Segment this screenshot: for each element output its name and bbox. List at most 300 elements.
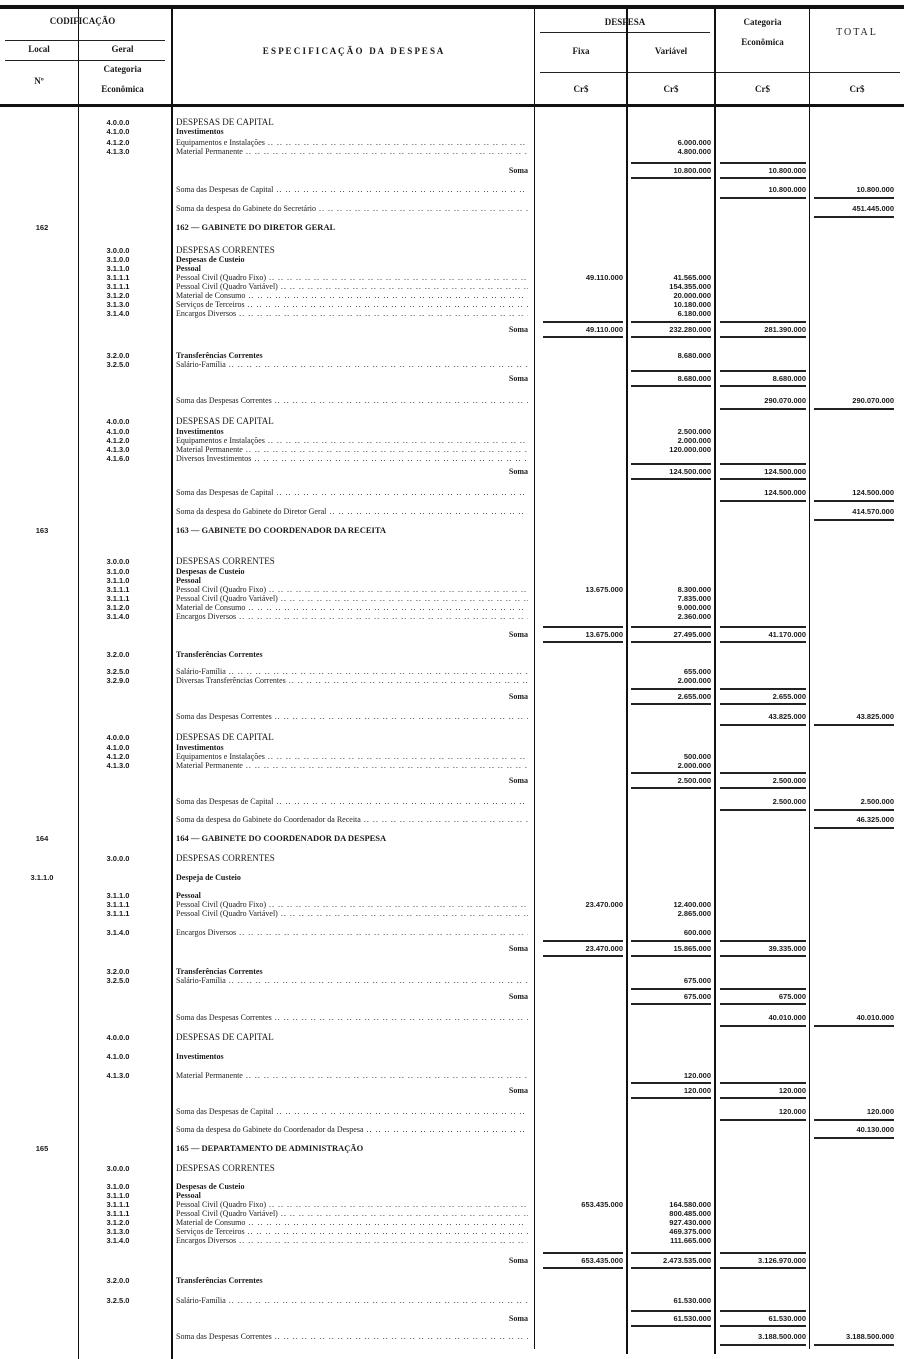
- amount-total: 46.325.000: [814, 815, 894, 829]
- category-code: 3.2.0.0: [106, 351, 130, 360]
- specification-text: Encargos Diversos: [176, 309, 237, 318]
- specification: [176, 1256, 528, 1265]
- specification-text: Soma: [508, 374, 528, 383]
- amount-fixa: 653.435.000: [543, 1252, 623, 1269]
- dot-leader: [243, 761, 528, 770]
- dot-leader: [326, 507, 528, 516]
- category-code: 3.1.4.0: [106, 309, 130, 318]
- specification-text: DESPESAS CORRENTES: [176, 854, 275, 863]
- specification: [176, 891, 528, 900]
- amount-cat: 290.070.000: [720, 396, 806, 410]
- dot-leader: [265, 138, 528, 147]
- specification-text: DESPESAS CORRENTES: [176, 557, 275, 566]
- specification: [176, 854, 528, 863]
- specification: [176, 488, 528, 497]
- category-code: 3.2.5.0: [106, 1296, 130, 1305]
- category-code: 3.1.1.1: [106, 1200, 130, 1209]
- specification: [176, 1013, 528, 1022]
- category-code: 4.0.0.0: [106, 417, 130, 426]
- dot-leader: [272, 396, 528, 405]
- dot-leader: [272, 1013, 528, 1022]
- specification-text: Pessoal: [176, 891, 201, 900]
- specification-text: Transferências Correntes: [176, 351, 263, 360]
- specification-text: Encargos Diversos: [176, 928, 237, 937]
- specification: [176, 1332, 528, 1341]
- currency-total: Cr$: [849, 84, 865, 94]
- amount-var: 2.360.000: [677, 612, 711, 621]
- amount-var: 927.430.000: [669, 1218, 711, 1227]
- header-categoria: Categoria: [103, 64, 142, 74]
- specification-text: Material Permanente: [176, 147, 243, 156]
- specification-text: Soma: [508, 1086, 528, 1095]
- table-row: [0, 1276, 904, 1286]
- specification: [176, 967, 528, 976]
- subtotal-row: [0, 1125, 904, 1135]
- category-code: 3.1.3.0: [106, 300, 130, 309]
- specification: [176, 454, 528, 463]
- subtotal-row: [0, 1086, 904, 1096]
- amount-var: 10.180.000: [673, 300, 711, 309]
- subtotal-row: [0, 185, 904, 195]
- amount-fixa: 23.470.000: [543, 940, 623, 957]
- specification-text: Soma: [508, 325, 528, 334]
- table-row: [0, 650, 904, 660]
- specification: [176, 1296, 528, 1305]
- specification: [176, 291, 528, 300]
- specification-text: Equipamentos e Instalações: [176, 752, 265, 761]
- specification: [176, 733, 528, 742]
- category-code: 4.1.6.0: [106, 454, 130, 463]
- amount-fixa: 13.675.000: [585, 585, 623, 594]
- specification: [176, 351, 528, 360]
- category-code: 3.1.1.1: [106, 900, 130, 909]
- dot-leader: [245, 1227, 528, 1236]
- specification: [176, 576, 528, 585]
- amount-var: 6.180.000: [677, 309, 711, 318]
- amount-var: 2.000.000: [677, 436, 711, 445]
- amount-total: 10.800.000: [814, 185, 894, 199]
- dot-leader: [266, 900, 528, 909]
- category-code: 3.1.1.1: [106, 585, 130, 594]
- specification: [176, 667, 528, 676]
- table-row: [0, 360, 904, 370]
- category-code: 4.1.0.0: [106, 743, 130, 752]
- specification-text: Soma: [508, 692, 528, 701]
- amount-cat: 3.188.500.000: [720, 1332, 806, 1346]
- specification: [176, 692, 528, 701]
- specification: [176, 1314, 528, 1323]
- category-code: 3.2.5.0: [106, 667, 130, 676]
- specification: [176, 1209, 528, 1218]
- table-row: [0, 1071, 904, 1081]
- category-code: 4.1.3.0: [106, 1071, 130, 1080]
- specification: [176, 603, 528, 612]
- subtotal-row: [0, 630, 904, 640]
- specification-text: Soma: [508, 166, 528, 175]
- specification-text: Soma: [508, 1256, 528, 1265]
- amount-var: 154.355.000: [669, 282, 711, 291]
- specification-text: Equipamentos e Instalações: [176, 138, 265, 147]
- dot-leader: [273, 1107, 528, 1116]
- currency-categoria: Cr$: [755, 84, 770, 94]
- section-heading-row: [0, 1144, 904, 1154]
- table-row: [0, 873, 904, 883]
- specification-text: Pessoal: [176, 1191, 201, 1200]
- amount-total: 40.010.000: [814, 1013, 894, 1027]
- dot-leader: [236, 309, 528, 318]
- amount-var: 232.280.000: [631, 321, 711, 338]
- specification: [176, 282, 528, 291]
- amount-total: 3.188.500.000: [814, 1332, 894, 1346]
- amount-var: 2.865.000: [677, 909, 711, 918]
- specification-text: 164 — GABINETE DO COORDENADOR DA DESPESA: [176, 834, 387, 843]
- specification: [176, 815, 528, 824]
- amount-var: 120.000.000: [669, 445, 711, 454]
- amount-var: 164.580.000: [669, 1200, 711, 1209]
- amount-var: 27.495.000: [631, 626, 711, 643]
- amount-fixa: 653.435.000: [581, 1200, 623, 1209]
- amount-cat: 675.000: [720, 988, 806, 1005]
- specification-text: Soma: [508, 467, 528, 476]
- subtotal-row: [0, 712, 904, 722]
- specification: [176, 900, 528, 909]
- amount-var: 8.300.000: [677, 585, 711, 594]
- amount-var: 469.375.000: [669, 1227, 711, 1236]
- rule: [540, 72, 900, 73]
- table-row: [0, 976, 904, 986]
- specification-text: Soma da despesa do Gabinete do Diretor Geral: [176, 507, 327, 516]
- category-code: 4.1.0.0: [106, 1052, 130, 1061]
- category-code: 3.2.0.0: [106, 1276, 130, 1285]
- specification-text: Pessoal Civil (Quadro Fixo): [176, 1200, 266, 1209]
- table-row: [0, 1296, 904, 1306]
- specification: [176, 507, 528, 516]
- amount-cat: 2.500.000: [720, 772, 806, 789]
- table-row: [0, 309, 904, 319]
- amount-cat: 124.500.000: [720, 488, 806, 502]
- specification: [176, 1033, 528, 1042]
- category-code: 3.0.0.0: [106, 854, 130, 863]
- dot-leader: [273, 488, 528, 497]
- specification-text: Encargos Diversos: [176, 612, 237, 621]
- subtotal-row: [0, 992, 904, 1002]
- header-especificacao: E S P E C I F I C A Ç Ã O D A D E S P E S A: [262, 46, 444, 56]
- amount-var: 675.000: [631, 988, 711, 1005]
- specification-text: Investimentos: [176, 743, 224, 752]
- category-code: 4.1.3.0: [106, 147, 130, 156]
- header-categoria-economica-1: Categoria: [743, 17, 782, 27]
- dot-leader: [251, 454, 528, 463]
- amount-var: 15.865.000: [631, 940, 711, 957]
- dot-leader: [243, 445, 528, 454]
- amount-var: 2.655.000: [631, 688, 711, 705]
- specification-text: Soma das Despesas Correntes: [176, 1013, 272, 1022]
- specification: [176, 834, 528, 843]
- top-rule: [0, 5, 904, 9]
- dot-leader: [364, 1125, 529, 1134]
- dot-leader: [361, 815, 528, 824]
- dot-leader: [273, 797, 528, 806]
- specification-text: DESPESAS DE CAPITAL: [176, 417, 274, 426]
- amount-var: 20.000.000: [673, 291, 711, 300]
- category-code: 3.2.9.0: [106, 676, 130, 685]
- header-categoria-economica-2: Econômica: [741, 37, 784, 47]
- specification: [176, 1182, 528, 1191]
- amount-var: 2.000.000: [677, 676, 711, 685]
- dot-leader: [245, 291, 528, 300]
- specification-text: Serviços de Terceiros: [176, 1227, 245, 1236]
- specification-text: Material Permanente: [176, 761, 243, 770]
- specification: [176, 445, 528, 454]
- amount-cat: 281.390.000: [720, 321, 806, 338]
- amount-var: 675.000: [683, 976, 711, 985]
- specification-text: Salário-Família: [176, 976, 226, 985]
- amount-fixa: 13.675.000: [543, 626, 623, 643]
- table-row: [0, 612, 904, 622]
- category-code: 3.1.2.0: [106, 291, 130, 300]
- header-codificacao: CODIFICAÇÃO: [49, 16, 116, 26]
- specification-text: Soma das Despesas de Capital: [176, 797, 274, 806]
- specification: [176, 976, 528, 985]
- amount-var: 7.835.000: [677, 594, 711, 603]
- specification-text: DESPESAS DE CAPITAL: [176, 118, 274, 127]
- specification: [176, 273, 528, 282]
- amount-cat: 61.530.000: [720, 1310, 806, 1327]
- amount-cat: 40.010.000: [720, 1013, 806, 1027]
- specification-text: Soma: [508, 630, 528, 639]
- specification: [176, 612, 528, 621]
- specification: [176, 752, 528, 761]
- category-code: 3.2.0.0: [106, 650, 130, 659]
- category-code: 3.2.5.0: [106, 976, 130, 985]
- specification: [176, 1236, 528, 1245]
- specification: [176, 1164, 528, 1173]
- dot-leader: [226, 667, 528, 676]
- specification-text: DESPESAS DE CAPITAL: [176, 733, 274, 742]
- specification: [176, 185, 528, 194]
- amount-fixa: 49.110.000: [543, 321, 623, 338]
- table-row: [0, 733, 904, 743]
- specification: [176, 1071, 528, 1080]
- amount-cat: 2.655.000: [720, 688, 806, 705]
- amount-cat: 10.800.000: [720, 185, 806, 199]
- subtotal-row: [0, 488, 904, 498]
- table-row: [0, 928, 904, 938]
- specification: [176, 743, 528, 752]
- amount-var: 6.000.000: [677, 138, 711, 147]
- amount-total: 451.445.000: [814, 204, 894, 218]
- amount-var: 2.473.535.000: [631, 1252, 711, 1269]
- table-row: [0, 1033, 904, 1043]
- amount-fixa: 49.110.000: [585, 273, 623, 282]
- specification-text: Material de Consumo: [176, 291, 246, 300]
- amount-var: 2.000.000: [677, 761, 711, 770]
- specification-text: Despesas de Custeio: [176, 1182, 245, 1191]
- dot-leader: [245, 300, 528, 309]
- table-row: [0, 557, 904, 567]
- local-number: 165: [35, 1144, 49, 1153]
- specification-text: Investimentos: [176, 427, 224, 436]
- specification-text: Soma das Despesas de Capital: [176, 185, 274, 194]
- category-code: 3.1.2.0: [106, 603, 130, 612]
- dot-leader: [266, 585, 528, 594]
- specification-text: 165 — DEPARTAMENTO DE ADMINISTRAÇÃO: [176, 1144, 364, 1153]
- amount-total: 124.500.000: [814, 488, 894, 502]
- specification-text: Despeja de Custeio: [176, 873, 241, 882]
- amount-total: 40.130.000: [814, 1125, 894, 1139]
- dot-leader: [278, 909, 528, 918]
- dot-leader: [245, 1218, 528, 1227]
- specification: [176, 944, 528, 953]
- amount-cat: 8.680.000: [720, 370, 806, 387]
- amount-var: 8.680.000: [677, 351, 711, 360]
- category-code: 4.0.0.0: [106, 118, 130, 127]
- amount-var: 9.000.000: [677, 603, 711, 612]
- specification: [176, 427, 528, 436]
- specification: [176, 1052, 528, 1061]
- header-fixa: Fixa: [572, 46, 590, 56]
- table-row: [0, 147, 904, 157]
- category-code: 3.1.1.1: [106, 273, 130, 282]
- specification: [176, 1107, 528, 1116]
- local-number: 163: [35, 526, 49, 535]
- specification: [176, 676, 528, 685]
- amount-total: 414.570.000: [814, 507, 894, 521]
- specification-text: Soma das Despesas de Capital: [176, 1107, 274, 1116]
- amount-var: 500.000: [683, 752, 711, 761]
- dot-leader: [272, 1332, 528, 1341]
- specification: [176, 1125, 528, 1134]
- specification-text: Material Permanente: [176, 445, 243, 454]
- dot-leader: [236, 928, 528, 937]
- currency-variavel: Cr$: [663, 84, 679, 94]
- specification-text: Soma: [508, 776, 528, 785]
- dot-leader: [243, 147, 528, 156]
- specification-text: Soma: [508, 944, 528, 953]
- specification-text: Salário-Família: [176, 667, 226, 676]
- specification-text: Soma da despesa do Gabinete do Coordenador da Despesa: [176, 1125, 364, 1134]
- subtotal-row: [0, 507, 904, 517]
- specification-text: Serviços de Terceiros: [176, 300, 245, 309]
- amount-var: 41.565.000: [673, 273, 711, 282]
- specification: [176, 712, 528, 721]
- specification: [176, 118, 528, 127]
- specification: [176, 526, 528, 535]
- amount-var: 600.000: [683, 928, 711, 937]
- dot-leader: [243, 1071, 528, 1080]
- local-number: 3.1.1.0: [30, 873, 54, 882]
- category-code: 3.1.0.0: [106, 255, 130, 264]
- specification: [176, 594, 528, 603]
- specification-text: Soma da despesa do Gabinete do Secretário: [176, 204, 316, 213]
- category-code: 3.1.1.1: [106, 909, 130, 918]
- amount-var: 61.530.000: [631, 1310, 711, 1327]
- category-code: 3.2.0.0: [106, 967, 130, 976]
- category-code: 3.1.1.0: [106, 891, 130, 900]
- specification-text: Soma: [508, 992, 528, 1001]
- specification: [176, 138, 528, 147]
- category-code: 4.0.0.0: [106, 733, 130, 742]
- subtotal-row: [0, 1314, 904, 1324]
- specification: [176, 992, 528, 1001]
- specification: [176, 1276, 528, 1285]
- dot-leader: [278, 1209, 528, 1218]
- dot-leader: [245, 603, 528, 612]
- subtotal-row: [0, 204, 904, 214]
- section-heading-row: [0, 834, 904, 844]
- amount-cat: 120.000: [720, 1082, 806, 1099]
- subtotal-row: [0, 797, 904, 807]
- header-numero: Nº: [34, 76, 44, 86]
- specification-text: Pessoal Civil (Quadro Fixo): [176, 900, 266, 909]
- dot-leader: [266, 1200, 528, 1209]
- specification-text: Despesas de Custeio: [176, 255, 245, 264]
- specification: [176, 557, 528, 566]
- table-row: [0, 127, 904, 137]
- specification: [176, 467, 528, 476]
- amount-cat: 41.170.000: [720, 626, 806, 643]
- subtotal-row: [0, 692, 904, 702]
- specification-text: Encargos Diversos: [176, 1236, 237, 1245]
- subtotal-row: [0, 467, 904, 477]
- amount-var: 124.500.000: [631, 463, 711, 480]
- header-local: Local: [28, 44, 50, 54]
- category-code: 3.1.1.0: [106, 576, 130, 585]
- specification-text: 162 — GABINETE DO DIRETOR GERAL: [176, 223, 336, 232]
- specification: [176, 928, 528, 937]
- subtotal-row: [0, 1256, 904, 1266]
- subtotal-row: [0, 944, 904, 954]
- amount-var: 4.800.000: [677, 147, 711, 156]
- amount-total: 2.500.000: [814, 797, 894, 811]
- amount-fixa: 23.470.000: [585, 900, 623, 909]
- table-row: [0, 909, 904, 919]
- specification-text: Diversas Transferências Correntes: [176, 676, 286, 685]
- currency-fixa: Cr$: [573, 84, 589, 94]
- specification: [176, 264, 528, 273]
- specification: [176, 417, 528, 426]
- dot-leader: [266, 273, 528, 282]
- amount-var: 111.665.000: [670, 1236, 711, 1245]
- category-code: 3.1.1.0: [106, 1191, 130, 1200]
- specification-text: Transferências Correntes: [176, 650, 263, 659]
- category-code: 3.1.1.1: [106, 282, 130, 291]
- specification: [176, 360, 528, 369]
- specification: [176, 436, 528, 445]
- specification-text: DESPESAS CORRENTES: [176, 246, 275, 255]
- dot-leader: [265, 752, 528, 761]
- specification: [176, 630, 528, 639]
- header-economica: Econômica: [101, 84, 144, 94]
- subtotal-row: [0, 374, 904, 384]
- dot-leader: [272, 712, 528, 721]
- amount-var: 8.680.000: [631, 370, 711, 387]
- amount-var: 61.530.000: [673, 1296, 711, 1305]
- category-code: 3.1.2.0: [106, 1218, 130, 1227]
- specification: [176, 1227, 528, 1236]
- specification-text: Pessoal: [176, 576, 201, 585]
- dot-leader: [226, 360, 528, 369]
- header-despesa: DESPESA: [604, 17, 646, 27]
- header-variavel: Variável: [654, 46, 688, 56]
- category-code: 3.1.1.1: [106, 594, 130, 603]
- specification: [176, 1144, 528, 1153]
- specification-text: Material de Consumo: [176, 603, 246, 612]
- table-row: [0, 676, 904, 686]
- specification-text: Pessoal Civil (Quadro Variável): [176, 1209, 278, 1218]
- specification: [176, 166, 528, 175]
- table-row: [0, 417, 904, 427]
